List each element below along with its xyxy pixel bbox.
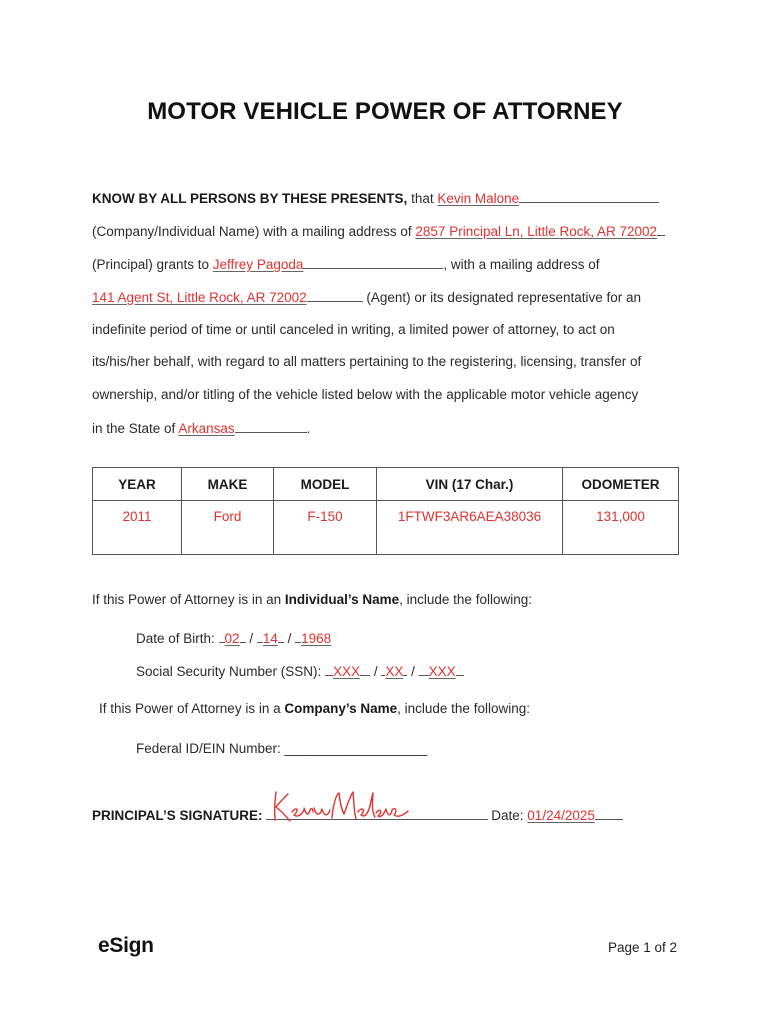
header-model: MODEL xyxy=(274,468,377,501)
ssn-part-3-field[interactable]: XXX xyxy=(428,664,456,679)
header-year: YEAR xyxy=(93,468,182,501)
date-field[interactable]: 01/24/2025 xyxy=(527,808,595,823)
esign-logo: eSign xyxy=(98,934,154,957)
ssn-line xyxy=(136,663,464,679)
intro-line-6: its/his/her behalf, with regard to all matters pertaining to the registering, licensing, transfer of xyxy=(92,354,642,369)
intro-line-2 xyxy=(92,223,665,239)
principal-address-blank xyxy=(657,223,665,236)
line2-text: (Company/Individual Name) with a mailing address of xyxy=(92,224,416,239)
intro-that: that xyxy=(407,191,438,206)
dob-slash-2: / xyxy=(283,631,296,646)
table-row xyxy=(93,501,679,555)
company-heading-post: , include the following: xyxy=(397,701,530,716)
ssn-slash-2: / xyxy=(407,664,419,679)
intro-line-8 xyxy=(92,420,310,436)
ssn-part-1-field[interactable]: XXX xyxy=(333,664,361,679)
cell-make[interactable]: Ford xyxy=(182,501,274,555)
state-field[interactable]: Arkansas xyxy=(178,421,235,436)
intro-line-1 xyxy=(92,190,659,206)
agent-name-field[interactable]: Jeffrey Pagoda xyxy=(212,257,304,272)
dob-slash-1: / xyxy=(245,631,257,646)
intro-line-4 xyxy=(92,289,641,305)
ssn-part-2-field[interactable]: XX xyxy=(385,664,404,679)
principal-name-blank xyxy=(519,190,659,203)
ein-line[interactable]: Federal ID/EIN Number: ___________________ xyxy=(136,741,428,756)
line8-text: in the State of xyxy=(92,421,179,436)
ssn-label: Social Security Number (SSN): xyxy=(136,664,326,679)
company-heading-bold: Company’s Name xyxy=(284,701,398,716)
principal-address-field[interactable]: 2857 Principal Ln, Little Rock, AR 72002 xyxy=(415,224,658,239)
intro-line-7: ownership, and/or titling of the vehicle listed below with the applicable motor vehicle agency xyxy=(92,387,639,402)
cell-vin[interactable]: 1FTWF3AR6AEA38036 xyxy=(377,501,563,555)
cell-model[interactable]: F-150 xyxy=(274,501,377,555)
individual-heading-bold: Individual’s Name xyxy=(284,592,400,607)
dob-year-field[interactable]: 1968 xyxy=(301,631,332,646)
header-odometer: ODOMETER xyxy=(563,468,679,501)
line3-tail: , with a mailing address of xyxy=(443,257,600,272)
individual-heading-pre: If this Power of Attorney is in an xyxy=(92,592,285,607)
vehicle-table-header-row xyxy=(93,468,679,501)
individual-heading-post: , include the following: xyxy=(399,592,532,607)
agent-address-blank xyxy=(307,289,363,302)
dob-label: Date of Birth: xyxy=(136,631,219,646)
principal-name-field[interactable]: Kevin Malone xyxy=(437,191,520,206)
dob-day-field[interactable]: 14 xyxy=(262,631,278,646)
company-heading-pre: If this Power of Attorney is in a xyxy=(99,701,285,716)
ssn-3-pre-blank xyxy=(419,663,429,676)
intro-line-3 xyxy=(92,256,599,272)
agent-address-field[interactable]: 141 Agent St, Little Rock, AR 72002 xyxy=(92,290,307,305)
intro-bold-text: KNOW BY ALL PERSONS BY THESE PRESENTS, xyxy=(92,191,408,206)
company-heading xyxy=(99,701,530,716)
document-title: MOTOR VEHICLE POWER OF ATTORNEY xyxy=(147,98,623,125)
agent-name-blank xyxy=(303,256,443,269)
handwritten-signature xyxy=(270,788,410,824)
individual-heading xyxy=(92,592,532,607)
ssn-pre-blank xyxy=(325,663,333,676)
date-label: Date: xyxy=(487,808,528,823)
state-blank xyxy=(235,420,307,433)
line4-tail: (Agent) or its designated representative for an xyxy=(362,290,642,305)
cell-odometer[interactable]: 131,000 xyxy=(563,501,679,555)
intro-line-5: indefinite period of time or until canceled in writing, a limited power of attorney, to act on xyxy=(92,322,615,337)
date-blank xyxy=(595,807,623,820)
ssn-3-blank xyxy=(456,663,464,676)
ssn-1-blank xyxy=(360,663,370,676)
dob-month-field[interactable]: 02 xyxy=(224,631,240,646)
dob-line xyxy=(136,630,331,646)
line3-text: (Principal) grants to xyxy=(92,257,213,272)
line8-tail: . xyxy=(306,421,311,436)
cell-year[interactable]: 2011 xyxy=(93,501,182,555)
vehicle-table xyxy=(92,467,679,555)
page-number: Page 1 of 2 xyxy=(608,940,678,955)
ssn-slash-1: / xyxy=(370,664,382,679)
header-vin: VIN (17 Char.) xyxy=(377,468,563,501)
header-make: MAKE xyxy=(182,468,274,501)
signature-label: PRINCIPAL’S SIGNATURE: xyxy=(92,808,263,823)
